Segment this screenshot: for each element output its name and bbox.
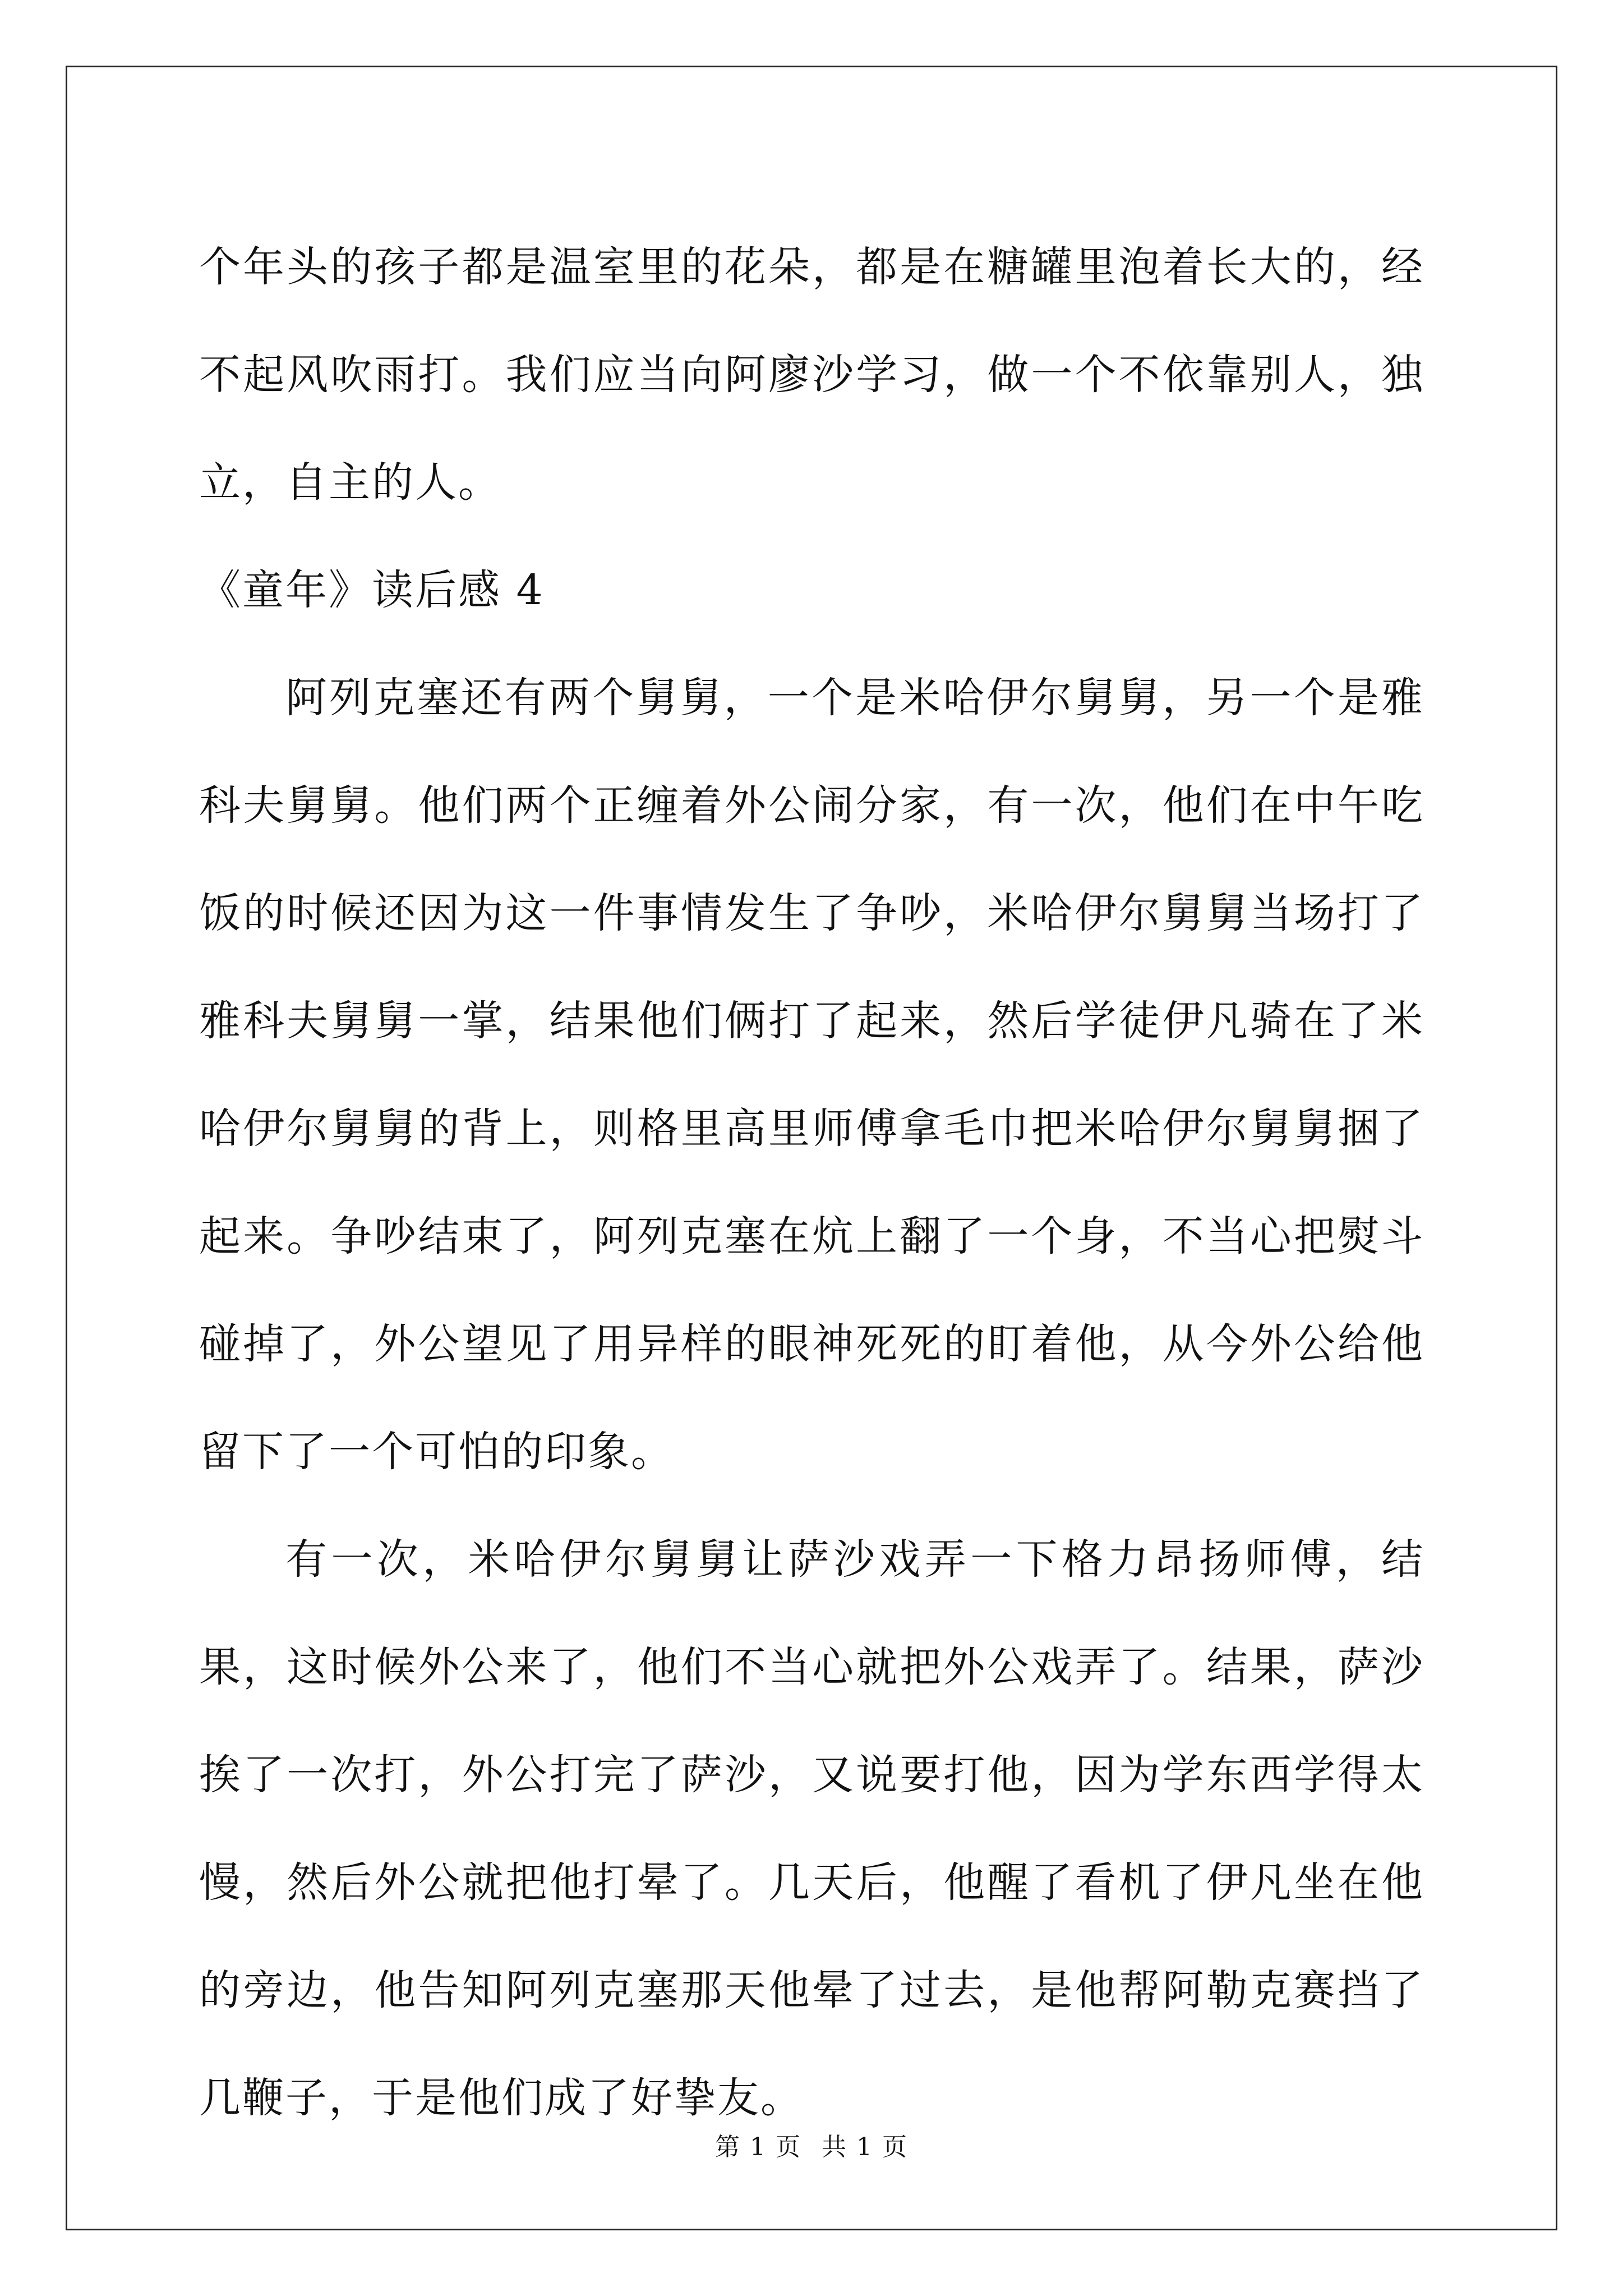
page-footer [0,2131,1623,2164]
paragraph-continuation: 个年头的孩子都是温室里的花朵，都是在糖罐里泡着长大的，经不起风吹雨打。我们应当向阿廖沙学习，做一个不依靠别人，独立，自主的人。 [199,243,1424,507]
section-heading: 《童年》读后感 4 [199,566,545,614]
document-body [199,213,1424,2152]
page-number-total: 共 1 页 [822,2133,908,2161]
paragraph-grandfather-beating: 有一次，米哈伊尔舅舅让萨沙戏弄一下格力昂扬师傅，结果，这时候外公来了，他们不当心就把外公戏弄了。结果，萨沙挨了一次打，外公打完了萨沙，又说要打他，因为学东西学得太慢，然后外公就把他打晕了。几天后，他醒了看机了伊凡坐在他的旁边，他告知阿列克塞那天他晕了过去，是他帮阿勒克赛挡了几鞭子，于是他们成了好挚友。 [199,1535,1424,2122]
page-number-current: 第 1 页 [715,2133,801,2161]
paragraph-uncles-quarrel: 阿列克塞还有两个舅舅，一个是米哈伊尔舅舅，另一个是雅科夫舅舅。他们两个正缠着外公闹分家，有一次，他们在中午吃饭的时候还因为这一件事情发生了争吵，米哈伊尔舅舅当场打了雅科夫舅舅一掌，结果他们俩打了起来，然后学徒伊凡骑在了米哈伊尔舅舅的背上，则格里高里师傅拿毛巾把米哈伊尔舅舅捆了起来。争吵结束了，阿列克塞在炕上翻了一个身，不当心把熨斗碰掉了，外公望见了用异样的眼神死死的盯着他，从今外公给他留下了一个可怕的印象。 [199,674,1424,1476]
